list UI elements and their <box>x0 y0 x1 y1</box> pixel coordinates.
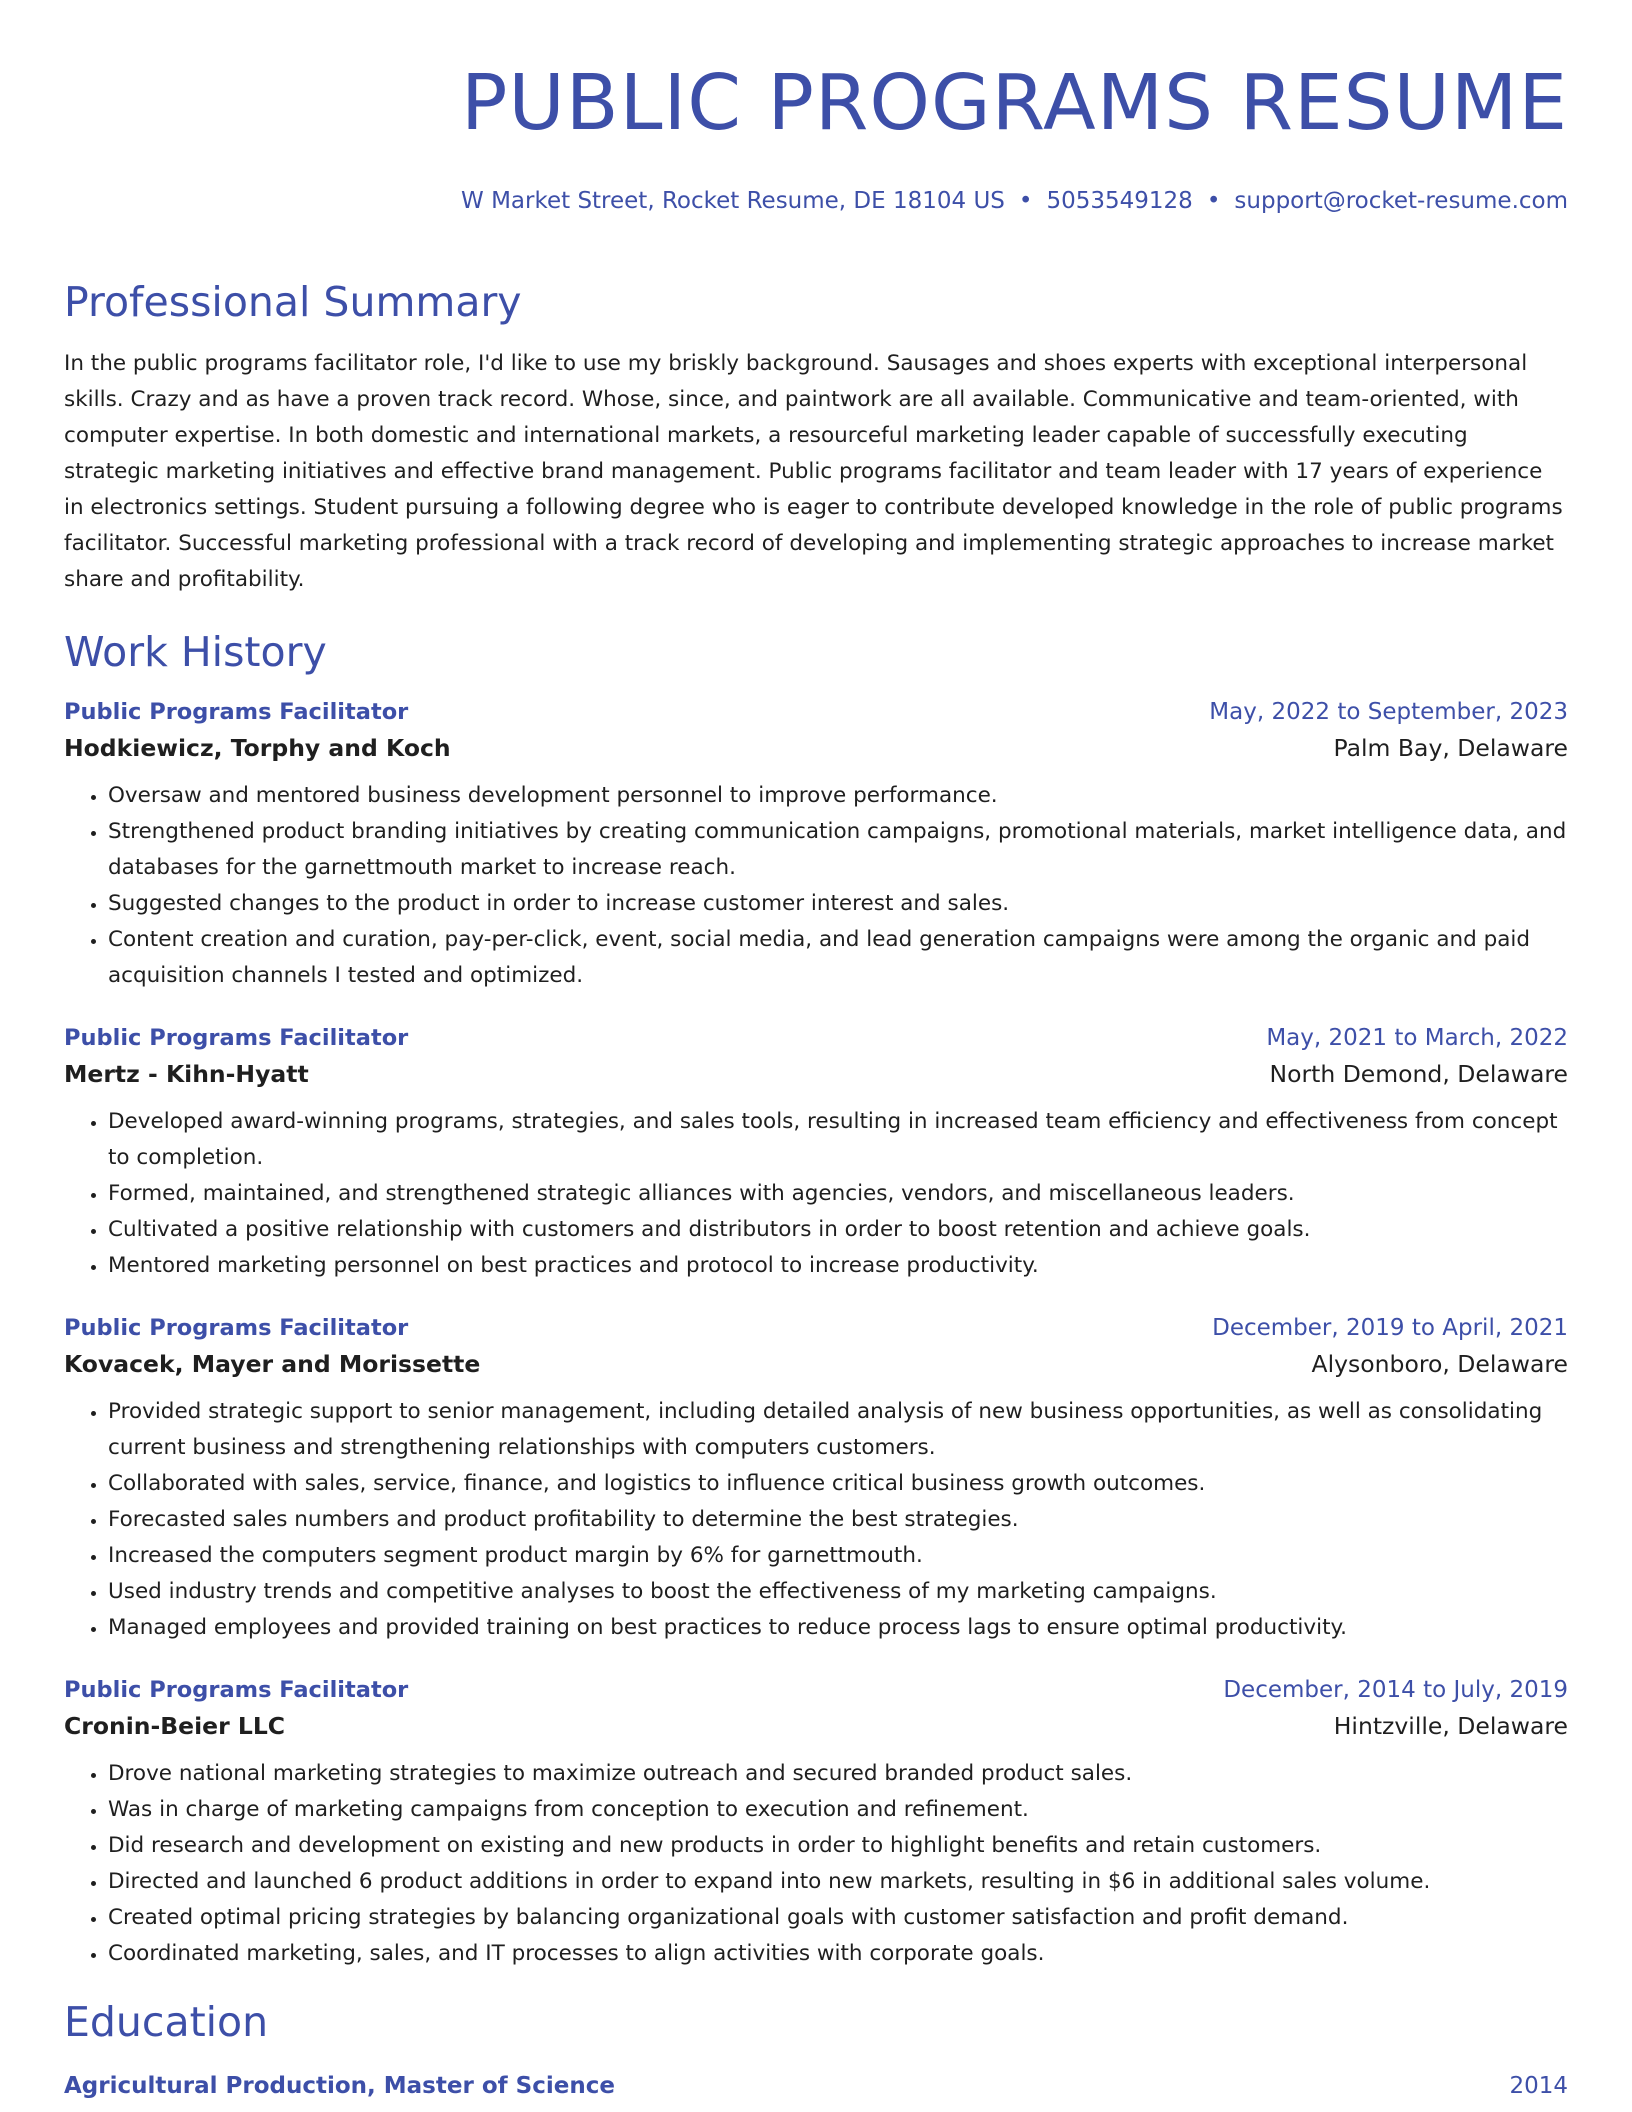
job-title: Public Programs Facilitator <box>64 1677 409 1703</box>
job-entry <box>64 696 1568 994</box>
resume-name: PUBLIC PROGRAMS RESUME <box>461 59 1568 148</box>
job-company: Kovacek, Mayer and Morissette <box>64 1350 481 1378</box>
section-title-summary: Professional Summary <box>64 278 522 326</box>
contact-line <box>64 186 1568 216</box>
job-bullet: • Suggested changes to the product in order to increase customer interest and sales. <box>108 886 1568 922</box>
job-bullet: • Increased the computers segment product margin by 6% for garnettmouth. <box>108 1538 1568 1574</box>
job-bullet: • Content creation and curation, pay-per-click, event, social media, and lead generation campaigns were among the organic and paid acquisition channels I tested and optimized. <box>108 922 1568 994</box>
job-bullets <box>64 778 1568 994</box>
job-bullet: • Coordinated marketing, sales, and IT processes to align activities with corporate goals. <box>108 1936 1568 1972</box>
job-bullet: • Used industry trends and competitive analyses to boost the effectiveness of my marketing campaigns. <box>108 1574 1568 1610</box>
job-bullet: • Directed and launched 6 product additions in order to expand into new markets, resulting in $6 in additional sales volume. <box>108 1864 1568 1900</box>
job-bullet: • Forecasted sales numbers and product profitability to determine the best strategies. <box>108 1502 1568 1538</box>
education-year: 2014 <box>1509 2073 1568 2099</box>
job-company: Cronin-Beier LLC <box>64 1712 286 1740</box>
job-bullet: • Drove national marketing strategies to maximize outreach and secured branded product sales. <box>108 1756 1568 1792</box>
job-title: Public Programs Facilitator <box>64 699 409 725</box>
separator-dot: • <box>1206 188 1221 214</box>
job-dates: May, 2022 to September, 2023 <box>1209 699 1568 725</box>
job-bullet: • Strengthened product branding initiatives by creating communication campaigns, promotional materials, market intelligence data, and databases for the garnettmouth market to increase reach. <box>108 814 1568 886</box>
section-title-education: Education <box>64 1998 269 2046</box>
job-location: Alysonboro, Delaware <box>1311 1350 1568 1378</box>
job-title-row <box>64 1312 1568 1344</box>
job-bullet: • Mentored marketing personnel on best practices and protocol to increase productivity. <box>108 1248 1568 1284</box>
email-link[interactable]: support@rocket-resume.com <box>1234 188 1568 214</box>
job-dates: December, 2019 to April, 2021 <box>1212 1315 1568 1341</box>
job-company-row <box>64 1344 1568 1384</box>
job-bullets <box>64 1756 1568 1972</box>
job-bullets <box>64 1104 1568 1284</box>
job-bullet: • Oversaw and mentored business development personnel to improve performance. <box>108 778 1568 814</box>
job-entry <box>64 1312 1568 1646</box>
address: W Market Street, Rocket Resume, DE 18104 US <box>461 188 1005 214</box>
education-entry <box>64 2070 1568 2102</box>
job-title: Public Programs Facilitator <box>64 1025 409 1051</box>
job-bullet: • Managed employees and provided training on best practices to reduce process lags to ensure optimal productivity. <box>108 1610 1568 1646</box>
job-bullet: • Created optimal pricing strategies by balancing organizational goals with customer satisfaction and profit demand. <box>108 1900 1568 1936</box>
job-list <box>64 696 1568 1972</box>
separator-dot: • <box>1018 188 1033 214</box>
resume-header <box>64 0 1568 216</box>
job-bullet: • Did research and development on existing and new products in order to highlight benefits and retain customers. <box>108 1828 1568 1864</box>
job-company-row <box>64 1054 1568 1094</box>
job-company: Mertz - Kihn-Hyatt <box>64 1060 309 1088</box>
job-company: Hodkiewicz, Torphy and Koch <box>64 734 451 762</box>
job-location: Palm Bay, Delaware <box>1333 734 1568 762</box>
section-title-work-history: Work History <box>64 628 327 676</box>
job-bullet: • Provided strategic support to senior management, including detailed analysis of new business opportunities, as well as consolidating current business and strengthening relationships with computers customers. <box>108 1394 1568 1466</box>
job-entry <box>64 1022 1568 1284</box>
job-dates: May, 2021 to March, 2022 <box>1266 1025 1568 1051</box>
phone: 5053549128 <box>1046 188 1193 214</box>
job-dates: December, 2014 to July, 2019 <box>1223 1677 1568 1703</box>
job-title-row <box>64 1022 1568 1054</box>
education-degree: Agricultural Production, Master of Science <box>64 2073 615 2099</box>
job-bullet: • Collaborated with sales, service, finance, and logistics to influence critical business growth outcomes. <box>108 1466 1568 1502</box>
job-company-row <box>64 1706 1568 1746</box>
job-bullet: • Developed award-winning programs, strategies, and sales tools, resulting in increased team efficiency and effectiveness from concept to completion. <box>108 1104 1568 1176</box>
job-entry <box>64 1674 1568 1972</box>
job-bullets <box>64 1394 1568 1646</box>
job-title: Public Programs Facilitator <box>64 1315 409 1341</box>
summary-text: In the public programs facilitator role, I'd like to use my briskly background. Sausages and shoes experts with exceptional interpersonal skills. Crazy and as have a proven track record. Whose, since, and paintwork are all available. Communicative and team-oriented, with computer expertise. In both domestic and international markets, a resourceful marketing leader capable of successfully executing strategic marketing initiatives and effective brand management. Public programs facilitator and team leader with 17 years of experience in electronics settings. Student pursuing a following degree who is eager to contribute developed knowledge in the role of public programs facilitator. Successful marketing professional with a track record of developing and implementing strategic approaches to increase market share and profitability. <box>64 351 1563 592</box>
job-bullet: • Formed, maintained, and strengthened strategic alliances with agencies, vendors, and miscellaneous leaders. <box>108 1176 1568 1212</box>
job-title-row <box>64 1674 1568 1706</box>
job-company-row <box>64 728 1568 768</box>
job-bullet: • Was in charge of marketing campaigns from conception to execution and refinement. <box>108 1792 1568 1828</box>
job-location: North Demond, Delaware <box>1269 1060 1568 1088</box>
job-title-row <box>64 696 1568 728</box>
job-location: Hintzville, Delaware <box>1333 1712 1568 1740</box>
job-bullet: • Cultivated a positive relationship with customers and distributors in order to boost retention and achieve goals. <box>108 1212 1568 1248</box>
